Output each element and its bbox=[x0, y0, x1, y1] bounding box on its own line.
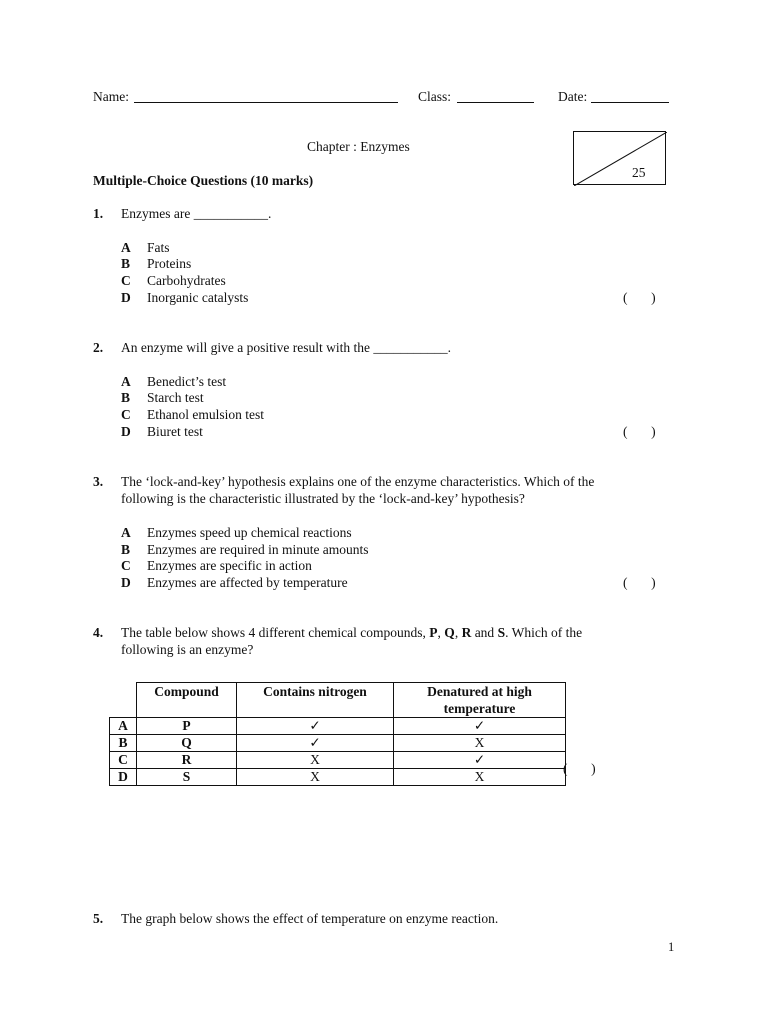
option-text: Enzymes are specific in action bbox=[147, 558, 312, 573]
nitrogen-cell: ✓ bbox=[237, 718, 394, 735]
compound-cell: P bbox=[137, 718, 237, 735]
compound-cell: S bbox=[137, 769, 237, 786]
header-denatured: Denatured at high temperature bbox=[394, 683, 566, 718]
class-blank[interactable] bbox=[457, 90, 534, 103]
question-text-line2: following is the characteristic illustrated by the ‘lock-and-key’ hypothesis? bbox=[121, 491, 525, 506]
question-text: The graph below shows the effect of temperature on enzyme reaction. bbox=[121, 911, 499, 926]
table-row bbox=[110, 718, 566, 735]
option-d[interactable] bbox=[121, 290, 248, 307]
question-number: 4. bbox=[93, 625, 104, 640]
row-letter: A bbox=[110, 718, 137, 735]
option-letter: A bbox=[121, 525, 131, 540]
option-text: Inorganic catalysts bbox=[147, 290, 249, 305]
class-label: Class: bbox=[418, 89, 452, 104]
question-text-pre: The table below shows 4 different chemical compounds, bbox=[121, 625, 430, 640]
option-text: Carbohydrates bbox=[147, 273, 226, 288]
row-letter: D bbox=[110, 769, 137, 786]
denatured-cell: X bbox=[394, 735, 566, 752]
option-b[interactable] bbox=[121, 390, 204, 407]
nitrogen-cell: X bbox=[237, 769, 394, 786]
table-header-row bbox=[110, 683, 566, 718]
denatured-cell: ✓ bbox=[394, 752, 566, 769]
row-letter: C bbox=[110, 752, 137, 769]
option-b[interactable] bbox=[121, 256, 191, 273]
compound-r-inline: R bbox=[461, 625, 472, 640]
option-c[interactable] bbox=[121, 558, 312, 575]
question-text-post: . Which of the bbox=[505, 625, 583, 640]
compound-p-inline: P bbox=[429, 625, 438, 640]
compound-s-inline: S bbox=[497, 625, 506, 640]
answer-bracket[interactable]: ( ) bbox=[623, 575, 656, 590]
question-text: An enzyme will give a positive result with the ___________. bbox=[121, 340, 451, 355]
option-a[interactable] bbox=[121, 525, 352, 542]
denatured-cell: X bbox=[394, 769, 566, 786]
question-text: Enzymes are ___________. bbox=[121, 206, 272, 221]
table-row bbox=[110, 752, 566, 769]
option-letter: D bbox=[121, 290, 131, 305]
option-letter: B bbox=[121, 542, 131, 557]
option-text: Fats bbox=[147, 240, 170, 255]
option-c[interactable] bbox=[121, 407, 264, 424]
question-number: 3. bbox=[93, 474, 104, 489]
option-b[interactable] bbox=[121, 542, 369, 559]
option-text: Enzymes speed up chemical reactions bbox=[147, 525, 352, 540]
compound-table bbox=[109, 682, 566, 786]
option-letter: A bbox=[121, 240, 131, 255]
option-letter: A bbox=[121, 374, 131, 389]
option-text: Starch test bbox=[147, 390, 204, 405]
score-box bbox=[573, 131, 666, 185]
table-row bbox=[110, 735, 566, 752]
table-corner bbox=[110, 683, 137, 718]
option-letter: C bbox=[121, 407, 131, 422]
question-number: 5. bbox=[93, 911, 104, 926]
page-number: 1 bbox=[668, 940, 675, 954]
nitrogen-cell: ✓ bbox=[237, 735, 394, 752]
table-row bbox=[110, 769, 566, 786]
question-text-line1 bbox=[121, 625, 582, 642]
option-letter: C bbox=[121, 273, 131, 288]
date-blank[interactable] bbox=[591, 90, 669, 103]
answer-bracket[interactable]: ( ) bbox=[623, 424, 656, 439]
option-letter: C bbox=[121, 558, 131, 573]
name-label: Name: bbox=[93, 89, 129, 104]
score-total: 25 bbox=[632, 165, 646, 180]
compound-cell: Q bbox=[137, 735, 237, 752]
header-compound: Compound bbox=[137, 683, 237, 718]
option-letter: B bbox=[121, 390, 131, 405]
compound-q-inline: Q bbox=[444, 625, 455, 640]
separator-and: and bbox=[471, 625, 498, 640]
option-text: Enzymes are required in minute amounts bbox=[147, 542, 369, 557]
chapter-title: Chapter : Enzymes bbox=[307, 139, 410, 154]
denatured-cell: ✓ bbox=[394, 718, 566, 735]
option-a[interactable] bbox=[121, 240, 170, 257]
separator: , bbox=[437, 625, 445, 640]
date-label: Date: bbox=[558, 89, 588, 104]
option-text: Benedict’s test bbox=[147, 374, 227, 389]
question-number: 1. bbox=[93, 206, 104, 221]
option-d[interactable] bbox=[121, 424, 203, 441]
option-text: Proteins bbox=[147, 256, 192, 271]
header-contains-nitrogen: Contains nitrogen bbox=[237, 683, 394, 718]
nitrogen-cell: X bbox=[237, 752, 394, 769]
option-letter: D bbox=[121, 575, 131, 590]
question-number: 2. bbox=[93, 340, 104, 355]
question-text-line1: The ‘lock-and-key’ hypothesis explains one of the enzyme characteristics. Which of the bbox=[121, 474, 595, 489]
separator: , bbox=[454, 625, 462, 640]
row-letter: B bbox=[110, 735, 137, 752]
option-d[interactable] bbox=[121, 575, 348, 592]
option-text: Ethanol emulsion test bbox=[147, 407, 264, 422]
option-c[interactable] bbox=[121, 273, 226, 290]
option-text: Biuret test bbox=[147, 424, 203, 439]
score-box-diagonal bbox=[574, 132, 667, 186]
question-text-line2: following is an enzyme? bbox=[121, 642, 254, 657]
option-letter: D bbox=[121, 424, 131, 439]
answer-bracket[interactable]: ( ) bbox=[563, 761, 596, 776]
compound-cell: R bbox=[137, 752, 237, 769]
option-text: Enzymes are affected by temperature bbox=[147, 575, 348, 590]
option-a[interactable] bbox=[121, 374, 226, 391]
answer-bracket[interactable]: ( ) bbox=[623, 290, 656, 305]
option-letter: B bbox=[121, 256, 131, 271]
name-blank[interactable] bbox=[134, 90, 398, 103]
section-title: Multiple-Choice Questions (10 marks) bbox=[93, 173, 314, 188]
